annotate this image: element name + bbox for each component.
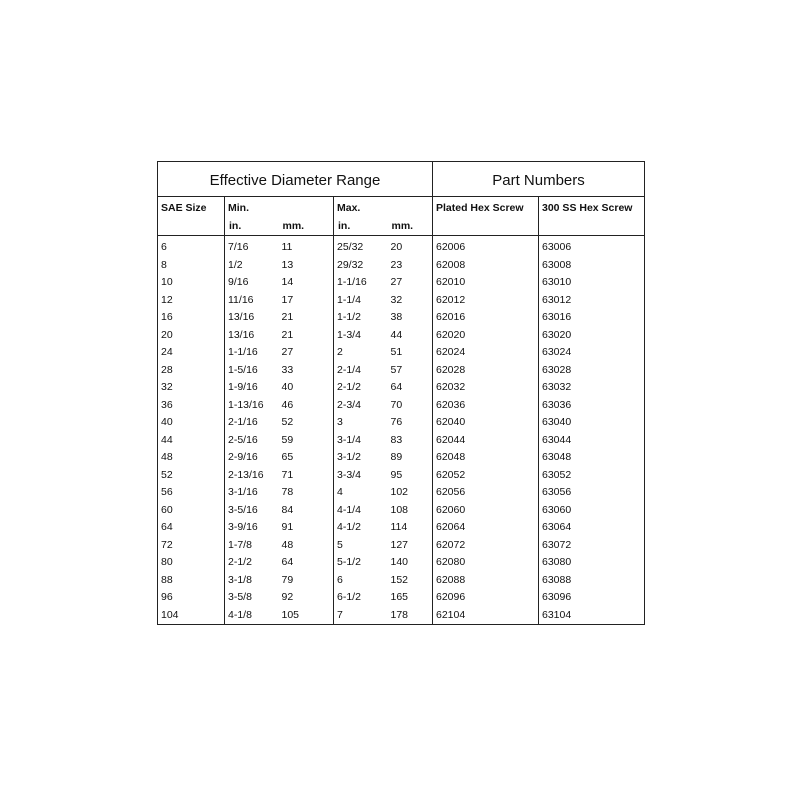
plated-part-number-cell: 62028	[433, 362, 539, 380]
plated-part-number-cell: 62044	[433, 432, 539, 450]
min-mm-cell: 59	[281, 433, 294, 446]
plated-part-number-cell: 62060	[433, 502, 539, 520]
min-in-cell: 2-1/16	[225, 414, 279, 432]
table-row	[158, 607, 645, 625]
max-in-cell: 3-1/2	[334, 449, 388, 467]
ss-part-number-cell: 63024	[539, 344, 645, 362]
max-mm-cell: 83	[390, 433, 403, 446]
max-in-cell: 3-3/4	[334, 467, 388, 485]
max-mm-cell: 178	[388, 607, 433, 625]
ss-part-number-cell: 63104	[539, 607, 645, 625]
sae-size-cell: 88	[158, 572, 225, 590]
plated-part-number-cell: 62036	[433, 397, 539, 415]
table-row	[158, 414, 645, 432]
min-mm-cell: 84	[281, 503, 294, 516]
ss-part-number-cell: 63020	[539, 327, 645, 345]
min-in-cell: 9/16	[225, 274, 279, 292]
plated-part-number-cell: 62080	[433, 554, 539, 572]
sae-size-cell: 6	[158, 236, 225, 257]
sae-size-cell: 12	[158, 292, 225, 310]
sae-size-cell: 28	[158, 362, 225, 380]
plated-part-number-cell: 62012	[433, 292, 539, 310]
ss-part-number-cell: 63036	[539, 397, 645, 415]
max-header: Max.	[334, 197, 433, 219]
ss-part-number-cell: 63064	[539, 519, 645, 537]
sae-size-cell: 8	[158, 257, 225, 275]
min-in-cell: 3-1/8	[225, 572, 279, 590]
max-in-cell: 1-1/4	[334, 292, 388, 310]
table-row	[158, 449, 645, 467]
min-mm-cell: 78	[281, 486, 294, 498]
max-mm-cell: 64	[390, 381, 403, 393]
ss-part-number-cell: 63080	[539, 554, 645, 572]
min-in-cell: 3-5/16	[225, 502, 279, 520]
plated-part-number-cell: 62056	[433, 484, 539, 502]
sae-size-cell: 36	[158, 397, 225, 415]
min-mm-cell: 71	[281, 468, 294, 481]
ss-part-number-cell: 63044	[539, 432, 645, 450]
min-in-cell: 1-13/16	[225, 397, 279, 415]
part-numbers-header: Part Numbers	[433, 162, 645, 197]
max-mm-cell: 27	[390, 276, 403, 288]
sae-size-cell: 48	[158, 449, 225, 467]
max-in-cell: 29/32	[334, 257, 388, 275]
table-row	[158, 484, 645, 502]
min-mm-cell: 27	[281, 346, 294, 358]
effective-diameter-range-header: Effective Diameter Range	[158, 162, 433, 197]
min-mm-cell: 46	[281, 398, 294, 411]
max-mm-cell: 32	[390, 293, 403, 306]
max-mm-cell: 23	[390, 258, 403, 271]
max-mm-cell: 38	[390, 311, 403, 323]
min-mm-cell: 91	[281, 521, 294, 533]
table-row	[158, 379, 645, 397]
plated-part-number-cell: 62064	[433, 519, 539, 537]
min-in-cell: 2-1/2	[225, 554, 279, 572]
sae-size-subheader	[158, 218, 225, 236]
table-row	[158, 397, 645, 415]
ss-part-number-cell: 63010	[539, 274, 645, 292]
plated-part-number-cell: 62052	[433, 467, 539, 485]
plated-part-number-cell: 62020	[433, 327, 539, 345]
max-mm-cell: 114	[390, 521, 408, 533]
sae-size-cell: 104	[158, 607, 225, 625]
min-in-cell: 13/16	[225, 309, 279, 327]
min-in-cell: 1-7/8	[225, 537, 279, 555]
min-in-cell: 1-9/16	[225, 379, 279, 397]
plated-part-number-cell: 62032	[433, 379, 539, 397]
ss-part-number-cell: 63060	[539, 502, 645, 520]
min-mm-cell: 13	[281, 258, 294, 271]
min-mm-cell: 64	[281, 556, 294, 568]
plated-hex-screw-header: Plated Hex Screw	[433, 197, 539, 219]
min-header: Min.	[225, 197, 334, 219]
max-mm-cell: 44	[390, 328, 403, 341]
plated-part-number-cell: 62016	[433, 309, 539, 327]
min-in-cell: 1/2	[225, 257, 279, 275]
hose-clamp-spec-table	[157, 161, 645, 625]
sae-size-cell: 60	[158, 502, 225, 520]
table-row	[158, 537, 645, 555]
table-row	[158, 362, 645, 380]
min-in-cell: 2-13/16	[225, 467, 279, 485]
max-in-cell: 6-1/2	[334, 589, 388, 607]
sae-size-cell: 20	[158, 327, 225, 345]
plated-part-number-cell: 62072	[433, 537, 539, 555]
min-in-cell: 11/16	[225, 292, 279, 310]
max-mm-cell: 70	[390, 398, 403, 411]
table-row	[158, 344, 645, 362]
min-mm-cell: 40	[281, 381, 294, 393]
min-mm-cell: 33	[281, 363, 294, 376]
max-in-cell: 2-1/2	[334, 379, 388, 397]
plated-part-number-cell: 62088	[433, 572, 539, 590]
min-mm-cell: 17	[281, 293, 294, 306]
plated-part-number-cell: 62008	[433, 257, 539, 275]
plated-part-number-cell: 62010	[433, 274, 539, 292]
max-mm-cell: 140	[390, 556, 409, 568]
max-in-cell: 3-1/4	[334, 432, 388, 450]
ss-subheader	[539, 218, 645, 236]
ss-part-number-cell: 63032	[539, 379, 645, 397]
max-in-cell: 3	[334, 414, 388, 432]
ss-part-number-cell: 63008	[539, 257, 645, 275]
sae-size-cell: 40	[158, 414, 225, 432]
table-row	[158, 327, 645, 345]
max-in-cell: 2-3/4	[334, 397, 388, 415]
max-mm-cell: 127	[390, 538, 409, 551]
ss-part-number-cell: 63088	[539, 572, 645, 590]
plated-part-number-cell: 62040	[433, 414, 539, 432]
max-mm-unit: mm.	[388, 218, 433, 236]
min-in-unit: in.	[225, 218, 279, 236]
table-row	[158, 467, 645, 485]
min-mm-cell: 65	[281, 451, 294, 463]
max-in-cell: 2-1/4	[334, 362, 388, 380]
sae-size-cell: 10	[158, 274, 225, 292]
max-mm-cell: 95	[390, 468, 403, 481]
max-mm-cell: 102	[390, 486, 409, 498]
plated-part-number-cell: 62006	[433, 236, 539, 257]
max-in-cell: 2	[334, 344, 388, 362]
ss-part-number-cell: 63048	[539, 449, 645, 467]
table-body	[158, 236, 645, 625]
min-in-cell: 3-1/16	[225, 484, 279, 502]
table-row	[158, 274, 645, 292]
sae-size-cell: 16	[158, 309, 225, 327]
max-mm-cell: 76	[390, 416, 403, 428]
plated-part-number-cell: 62096	[433, 589, 539, 607]
min-mm-cell: 79	[281, 573, 294, 586]
max-in-cell: 1-1/2	[334, 309, 388, 327]
ss-hex-screw-header: 300 SS Hex Screw	[539, 197, 645, 219]
table-row	[158, 236, 645, 257]
min-in-cell: 1-1/16	[225, 344, 279, 362]
ss-part-number-cell: 63072	[539, 537, 645, 555]
max-in-cell: 4	[334, 484, 388, 502]
min-in-cell: 4-1/8	[225, 607, 279, 625]
min-in-cell: 3-9/16	[225, 519, 279, 537]
min-mm-cell: 21	[281, 311, 294, 323]
max-mm-cell: 57	[390, 363, 403, 376]
max-mm-cell: 89	[390, 451, 403, 463]
min-mm-cell: 21	[281, 328, 294, 341]
min-in-cell: 1-5/16	[225, 362, 279, 380]
ss-part-number-cell: 63056	[539, 484, 645, 502]
min-in-cell: 13/16	[225, 327, 279, 345]
ss-part-number-cell: 63096	[539, 589, 645, 607]
max-in-cell: 6	[334, 572, 388, 590]
plated-part-number-cell: 62104	[433, 607, 539, 625]
table-row	[158, 502, 645, 520]
min-mm-cell: 48	[281, 538, 294, 551]
max-mm-cell: 108	[390, 503, 409, 516]
max-in-cell: 7	[334, 607, 388, 625]
max-in-cell: 1-3/4	[334, 327, 388, 345]
ss-part-number-cell: 63012	[539, 292, 645, 310]
sae-size-header: SAE Size	[158, 197, 225, 219]
sae-size-cell: 32	[158, 379, 225, 397]
min-mm-cell: 105	[279, 607, 334, 625]
min-in-cell: 2-9/16	[225, 449, 279, 467]
max-in-cell: 1-1/16	[334, 274, 388, 292]
ss-part-number-cell: 63052	[539, 467, 645, 485]
min-mm-unit: mm.	[279, 218, 334, 236]
sae-size-cell: 72	[158, 537, 225, 555]
plated-subheader	[433, 218, 539, 236]
table-row	[158, 257, 645, 275]
max-in-unit: in.	[334, 218, 388, 236]
min-mm-cell: 11	[281, 241, 293, 253]
sae-size-cell: 44	[158, 432, 225, 450]
plated-part-number-cell: 62024	[433, 344, 539, 362]
table-row	[158, 554, 645, 572]
max-in-cell: 5	[334, 537, 388, 555]
min-in-cell: 7/16	[225, 236, 279, 257]
plated-part-number-cell: 62048	[433, 449, 539, 467]
max-mm-cell: 152	[390, 573, 409, 586]
table-row	[158, 519, 645, 537]
table-row	[158, 572, 645, 590]
ss-part-number-cell: 63006	[539, 236, 645, 257]
min-in-cell: 3-5/8	[225, 589, 279, 607]
table-row	[158, 589, 645, 607]
max-in-cell: 4-1/2	[334, 519, 388, 537]
sae-size-cell: 96	[158, 589, 225, 607]
sae-size-cell: 24	[158, 344, 225, 362]
sae-size-cell: 56	[158, 484, 225, 502]
ss-part-number-cell: 63040	[539, 414, 645, 432]
table-row	[158, 432, 645, 450]
table-row	[158, 309, 645, 327]
max-mm-cell: 20	[390, 241, 403, 253]
min-in-cell: 2-5/16	[225, 432, 279, 450]
max-mm-cell: 165	[390, 591, 409, 603]
max-mm-cell: 51	[390, 346, 403, 358]
table-row	[158, 292, 645, 310]
max-in-cell: 4-1/4	[334, 502, 388, 520]
min-mm-cell: 14	[281, 276, 294, 288]
sae-size-cell: 80	[158, 554, 225, 572]
min-mm-cell: 92	[281, 591, 294, 603]
ss-part-number-cell: 63028	[539, 362, 645, 380]
ss-part-number-cell: 63016	[539, 309, 645, 327]
sae-size-cell: 52	[158, 467, 225, 485]
min-mm-cell: 52	[281, 416, 294, 428]
max-in-cell: 5-1/2	[334, 554, 388, 572]
max-in-cell: 25/32	[334, 236, 388, 257]
sae-size-cell: 64	[158, 519, 225, 537]
